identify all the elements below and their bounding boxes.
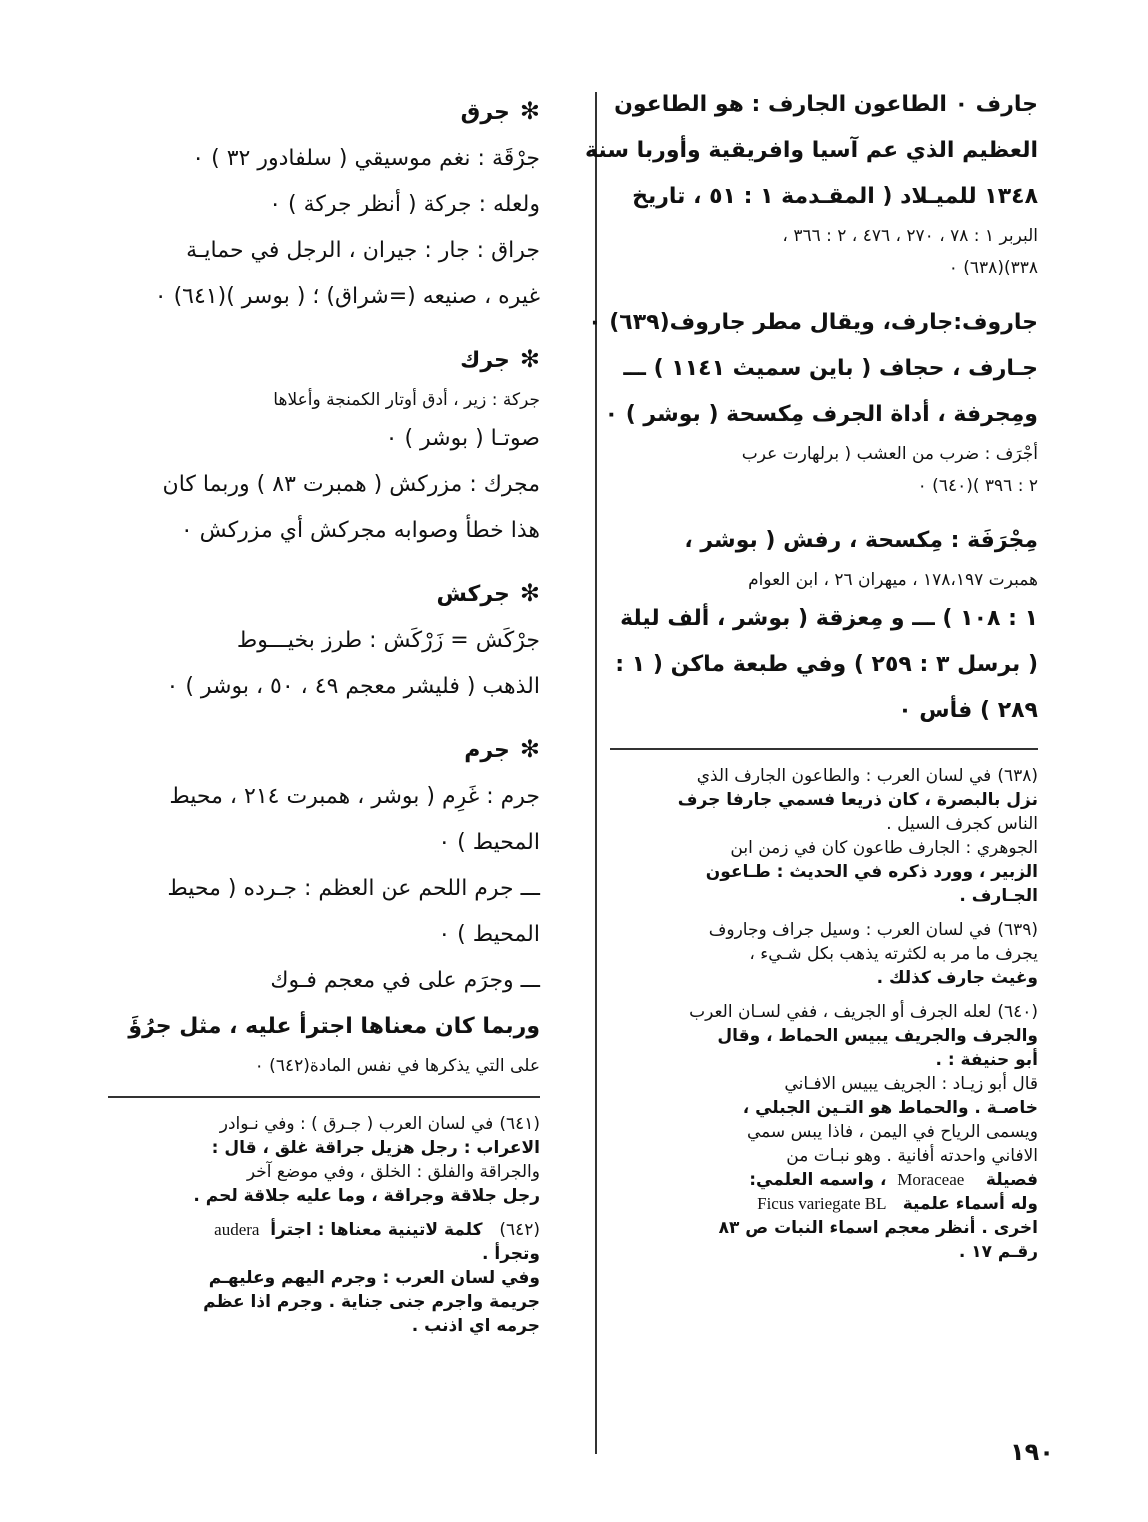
footnote-text: الزبير ، وورد ذكره في الحديث : طـاعون xyxy=(705,862,1038,882)
footnote-text: الجـارف . xyxy=(959,886,1038,906)
footnote-number: (٦٤٠) xyxy=(997,1002,1038,1022)
latin-term: Ficus variegate BL xyxy=(757,1194,887,1213)
text-line: ـــ وجرَم على في معجم فـوك xyxy=(270,968,540,993)
section-jarak xyxy=(108,384,540,554)
footnote-number: (٦٣٨) xyxy=(997,766,1038,786)
section-heading: ✻جرق xyxy=(108,88,540,136)
section-heading: ✻جرك xyxy=(108,336,540,384)
entry-ajraf xyxy=(610,438,1038,502)
text-line: همبرت ١٧٨،١٩٧ ، ميهران ٢٦ ، ابن العوام xyxy=(748,570,1038,590)
footnote-639 xyxy=(610,918,1038,990)
right-column xyxy=(585,82,1038,1274)
text-line: أجْرَف : ضرب من العشب ( برلهارت عرب xyxy=(741,444,1038,464)
text-line: على التي يذكرها في نفس المادة(٦٤٢) ٠ xyxy=(254,1056,540,1076)
text-line: هذا خطأ وصوابه مجركش أي مزركش ٠ xyxy=(180,518,540,543)
text-line: البربر ١ : ٧٨ ، ٢٧٠ ، ٤٧٦ ، ٢ : ٣٦٦ ، xyxy=(782,226,1038,246)
footnote-text: الناس كجرف السيل . xyxy=(886,814,1038,834)
text-line: صوتـا ( بوشر ) ٠ xyxy=(385,426,540,451)
footnote-separator xyxy=(108,1096,540,1098)
footnote-text: قال أبو زيـاد : الجريف يبيس الافـاني xyxy=(784,1074,1038,1094)
footnote-text: وغيث جارف كذلك . xyxy=(876,968,1038,988)
footnote-text: لعله الجرف أو الجريف ، ففي لسـان العرب xyxy=(689,1002,992,1022)
footnote-text: اخرى . أنظر معجم اسماء النبات ص ٨٣ xyxy=(718,1218,1038,1238)
asterisk-icon: ✻ xyxy=(519,97,540,125)
page-number: ١٩٠ xyxy=(1010,1438,1054,1466)
footnote-text: في لسان العرب : وسيل جراف وجاروف xyxy=(708,920,992,940)
entry-mijrafa xyxy=(610,518,1038,734)
text-line: جراق : جار : جيران ، الرجل في حمايـة xyxy=(186,238,540,263)
asterisk-icon: ✻ xyxy=(519,735,540,763)
text-line: المحيط ) ٠ xyxy=(438,830,540,855)
text-line: العظيم الذي عم آسيا وافريقية وأوربا سنة xyxy=(585,138,1038,163)
entry-jarif xyxy=(585,82,1038,220)
footnote-text: الافاني واحدته أفانية . وهو نبـات من xyxy=(786,1146,1038,1166)
footnote-642 xyxy=(108,1218,540,1338)
text-line: ٢٨٩ ) فأس ٠ xyxy=(898,698,1038,723)
footnote-number: (٦٤٢) xyxy=(499,1220,540,1240)
latin-term: Moraceae xyxy=(897,1170,965,1189)
latin-term: audera xyxy=(214,1220,260,1239)
section-jaraq xyxy=(108,136,540,320)
left-column xyxy=(108,88,540,1348)
text-line: ولعله : جركة ( أنظر جركة ) ٠ xyxy=(269,192,540,217)
text-line: ٢ : ٣٩٦ )(٦٤٠) ٠ xyxy=(917,476,1038,496)
footnote-separator xyxy=(610,748,1038,750)
section-jarama xyxy=(108,774,540,1082)
text-line: جرْقَة : نغم موسيقي ( سلفادور ٣٢ ) ٠ xyxy=(192,146,540,171)
footnote-text: جرمه اي اذنب . xyxy=(411,1316,540,1336)
footnote-638 xyxy=(610,764,1038,908)
footnote-text: وتجرأ . xyxy=(482,1244,540,1264)
text-line: ١ : ١٠٨ ) ـــ و مِعزقة ( بوشر ، ألف ليلة xyxy=(620,606,1038,631)
text-line: ٣٣٨)(٦٣٨) ٠ xyxy=(948,258,1038,278)
footnote-640 xyxy=(610,1000,1038,1264)
footnote-text: أبو حنيفة : . xyxy=(935,1050,1038,1070)
footnote-text: خاصـة . والحماط هو التـين الجبلي ، xyxy=(742,1098,1038,1118)
text-line: ١٣٤٨ للميـلاد ( المقـدمة ١ : ٥١ ، تاريخ xyxy=(632,184,1038,209)
text-line: مِجْرَفَة : مِكسحة ، رفش ( بوشر ، xyxy=(684,528,1038,553)
text-line: جاروف:جارف، ويقال مطر جاروف(٦٣٩) ٠ xyxy=(588,310,1038,335)
footnote-text: وله أسماء علمية xyxy=(902,1194,1038,1214)
footnote-text: والجراقة والفلق : الخلق ، وفي موضع آخر xyxy=(246,1162,540,1182)
text-line: ( برسل ٣ : ٢٥٩ ) وفي طبعة ماكن ( ١ : xyxy=(615,652,1038,677)
text-line: ومِجرفة ، أداة الجرف مِكسحة ( بوشر ) ٠ xyxy=(604,402,1038,427)
footnote-text: وفي لسان العرب : وجرم اليهم وعليهـم xyxy=(208,1268,540,1288)
footnote-text: ويسمى الرياح في اليمن ، فاذا يبس سمي xyxy=(746,1122,1038,1142)
footnote-text: ، واسمه العلمي: xyxy=(749,1170,887,1190)
text-line: وربما كان معناها اجترأ عليه ، مثل جرُؤَ xyxy=(128,1014,540,1039)
text-line: المحيط ) ٠ xyxy=(438,922,540,947)
entry-jaruf xyxy=(588,300,1038,438)
footnote-text: نزل بالبصرة ، كان ذريعا فسمي جارفا جرف xyxy=(677,790,1038,810)
footnote-text: رجل جلاقة وجراقة ، وما عليه جلاقة لحم . xyxy=(193,1186,540,1206)
text-line: جرْكَش = زَرْكَش : طرز بخيـــوط xyxy=(236,628,540,653)
footnote-text: في لسان العرب ( جـرق ) : وفي نـوادر xyxy=(219,1114,494,1134)
footnote-text: يجرف ما مر به لكثرته يذهب بكل شـيء ، xyxy=(749,944,1038,964)
footnote-text: رقـم ١٧ . xyxy=(958,1242,1038,1262)
asterisk-icon: ✻ xyxy=(519,345,540,373)
entry-jarif-refs xyxy=(610,220,1038,284)
asterisk-icon: ✻ xyxy=(519,579,540,607)
footnote-text: جريمة واجرم جنى جناية . وجرم اذا عظم xyxy=(203,1292,540,1312)
footnote-text: والجرف والجريف يبيس الحماط ، وقال xyxy=(717,1026,1038,1046)
footnote-text: كلمة لاتينية معناها : اجترأ xyxy=(270,1220,483,1240)
section-heading: ✻جركش xyxy=(108,570,540,618)
text-line: الذهب ( فليشر معجم ٤٩ ، ٥٠ ، بوشر ) ٠ xyxy=(166,674,540,699)
section-heading: ✻جرم xyxy=(108,726,540,774)
section-jarkash xyxy=(108,618,540,710)
footnote-number: (٦٤١) xyxy=(499,1114,540,1134)
text-line: غيره ، صنيعه (=شراق) ؛ ( بوسر )(٦٤١) ٠ xyxy=(154,284,540,309)
text-line: جـارف ، حجاف ( باين سميث ١١٤١ ) ـــ xyxy=(623,356,1038,381)
text-line: مجرك : مزركش ( همبرت ٨٣ ) وربما كان xyxy=(162,472,540,497)
footnote-text: الجوهري : الجارف طاعون كان في زمن ابن xyxy=(730,838,1038,858)
column-divider xyxy=(595,92,597,1454)
text-line: جارف ٠ الطاعون الجارف : هو الطاعون xyxy=(614,92,1038,117)
footnote-text: الاعراب : رجل هزيل جراقة غلق ، قال : xyxy=(211,1138,540,1158)
footnote-text: فصيلة xyxy=(985,1170,1038,1190)
footnote-641 xyxy=(108,1112,540,1208)
text-line: جركة : زير ، أدق أوتار الكمنجة وأعلاها xyxy=(273,390,540,410)
text-line: ـــ جرم اللحم عن العظم : جـرده ( محيط xyxy=(167,876,540,901)
text-line: جرم : غَرِم ( بوشر ، همبرت ٢١٤ ، محيط xyxy=(169,784,540,809)
footnote-number: (٦٣٩) xyxy=(997,920,1038,940)
footnote-text: في لسان العرب : والطاعون الجارف الذي xyxy=(696,766,992,786)
